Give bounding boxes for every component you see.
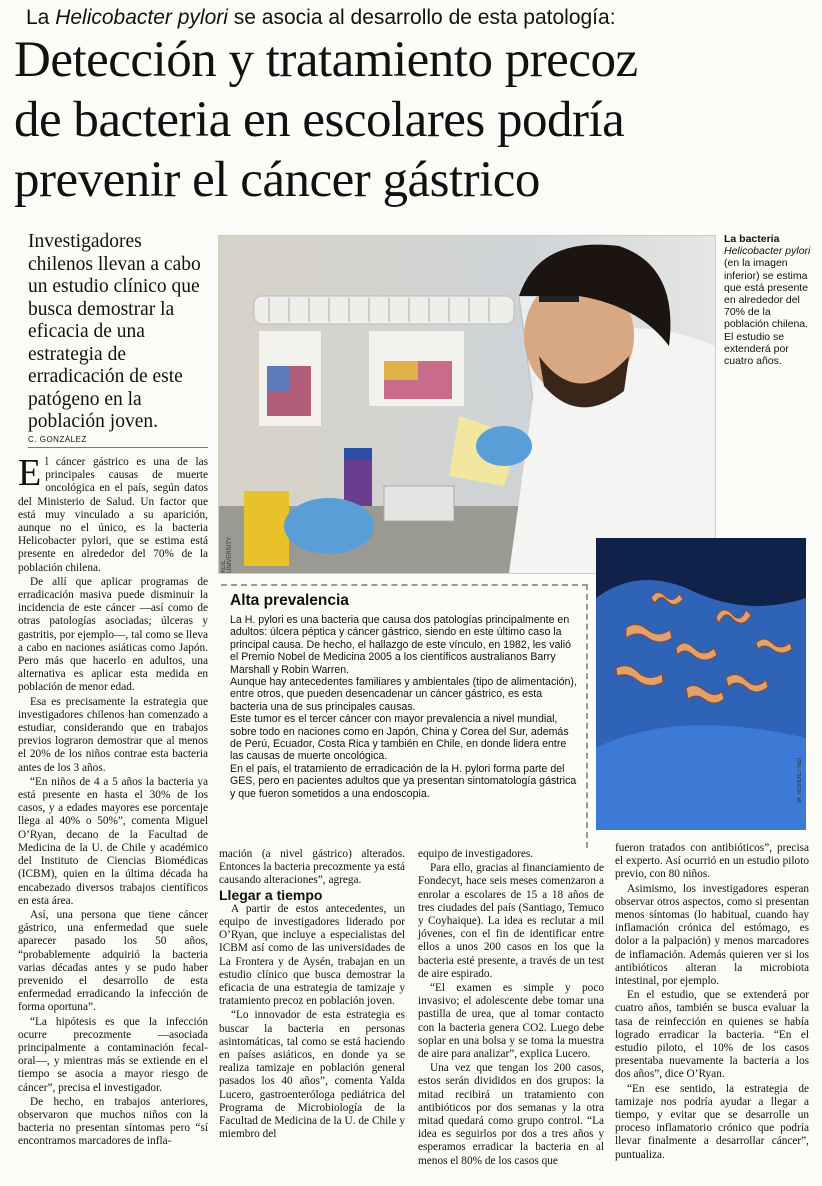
body-paragraph: “El examen es simple y poco invasivo; el adolescente debe tomar una pastilla de urea, que al tomar contacto con la bacteria genera CO2. Luego debe soplar en una bolsa y se toma la muestra de aire para analizar”, explica Lucero. xyxy=(418,982,604,1061)
body-paragraph: Una vez que tengan los 200 casos, estos serán divididos en dos grupos: la mitad recibirá un tratamiento con antibióticos por dos semanas y la otra mitad quedará como grupo control. “La idea es seguirlos por dos a tres años y esperamos erradicar la bacteria en al menos el 80% de los casos que xyxy=(418,1062,604,1167)
body-paragraph: De hecho, en trabajos anteriores, observaron que muchos niños con la bacteria no presentan síntomas pero “sí encontramos marcadores de infla- xyxy=(18,1095,208,1148)
kicker xyxy=(26,6,816,30)
body-paragraph: A partir de estos antecedentes, un equipo de investigadores liderado por O’Ryan, que incluye a especialistas del ICBM así como de las universidades de La Frontera y de Aysén, trabajan en un estudio clínico que busca demostrar la eficacia de una estrategia de tamizaje y tratamiento precoz en población joven. xyxy=(219,902,405,1008)
body-paragraph: Así, una persona que tiene cáncer gástrico, una enfermedad que suele aparecer pasado los 50 años, “probablemente adquirió la bacteria varias décadas antes y se pudo haber prevenido el desarrollo de esta enfermedad erradicando la infección de forma oportuna”. xyxy=(18,908,208,1014)
body-paragraph: Asimismo, los investigadores esperan observar otros aspectos, como si presentan menos síntomas (lo habitual, cuando hay inflamación crónica del estómago, es dolor a la palpación) y menos marcadores de inflamación. Además quieren ver si los antibióticos alteran la microbiota intestinal, por ejemplo. xyxy=(615,882,809,988)
body-paragraph: “La hipótesis es que la infección ocurre precozmente —asociada principalmente a contaminación fecal-oral—, y mientras más se extiende en el tiempo se asocia a mayor riesgo de cáncer”, precisa el investigador. xyxy=(18,1015,208,1094)
byline: C. GONZÁLEZ xyxy=(28,435,87,444)
body-paragraph: Esa es precisamente la estrategia que investigadores chilenos han comenzado a estudiar, considerando que en trabajos previos lograron demostrar que al menos el 20% de los niños contrae esta bacteria antes de los 3 años. xyxy=(18,695,208,774)
lab-photo xyxy=(218,235,716,574)
caption-title: La bacteria xyxy=(724,233,780,245)
body-paragraph xyxy=(18,452,208,575)
headline-line-2: de bacteria en escolares podría xyxy=(14,92,625,148)
researcher-illustration xyxy=(219,236,715,573)
photo-credit-micro: M. ROHDE / HZI xyxy=(797,758,803,803)
body-paragraph: Para ello, gracias al financiamiento de Fondecyt, hace seis meses comenzaron a enrolar a escolares de 15 a 18 años de tres ciudades del país (Santiago, Temuco y Coyhaique). La idea es reclutar a mil jóvenes, con el fin de identificar entre ellos a unos 200 casos en los que la bacteria esté presente, a través de un test de aire espirado. xyxy=(418,862,604,980)
body-column-2 xyxy=(219,848,405,1142)
byline-rule xyxy=(28,447,208,448)
kicker-prefix: La xyxy=(26,6,56,29)
headline-line-3: prevenir el cáncer gástrico xyxy=(14,152,540,208)
body-paragraph: “En niños de 4 a 5 años la bacteria ya está presente en hasta el 30% de los casos, y a edades mayores ese porcentaje llega al 40% o 50%”, comenta Miguel O’Ryan, decano de la Facultad de Medicina de la U. de Chile y académico del Instituto de Ciencias Biomédicas (ICBM), quien en la última década ha encabezado diversos trabajos científicos en esta área. xyxy=(18,775,208,907)
headline-line-1: Detección y tratamiento precoz xyxy=(14,32,638,88)
sidebar-text xyxy=(230,614,582,800)
bacteria-micrograph xyxy=(596,538,806,830)
sidebar-paragraph: En el país, el tratamiento de erradicación de la H. pylori forma parte del GES, pero en pacientes adultos que ya presentan sintomatología gástrica y que fueron sometidos a una endoscopia. xyxy=(230,762,577,800)
sidebar-paragraph: Aunque hay antecedentes familiares y ambientales (tipo de alimentación), entre otros, que pueden desencadenar un cáncer gástrico, es esta bacteria una de sus principales causas. xyxy=(230,676,577,713)
body-paragraph: En el estudio, que se extenderá por cuatro años, también se busca evaluar la tasa de reinfección en quienes se había logrado erradicar la bacteria. “En el estudio piloto, el 10% de los casos presentaba nuevamente la bacteria a los dos años”, dice O’Ryan. xyxy=(615,989,809,1081)
body-column-1 xyxy=(18,452,208,1150)
sidebar-paragraph: Este tumor es el tercer cáncer con mayor prevalencia a nivel mundial, sobre todo en naciones como en Japón, China y Corea del Sur, además de Perú, Ecuador, Costa Rica y también en Chile, en donde lidera entre las causas de muerte oncológica. xyxy=(230,713,569,763)
body-column-3 xyxy=(418,848,604,1169)
body-paragraph: fueron tratados con antibióticos”, precisa el experto. Así ocurrió en un estudio piloto previo, con 80 niños. xyxy=(615,842,809,881)
body-paragraph: equipo de investigadores. xyxy=(418,848,534,860)
headline xyxy=(14,30,814,210)
photo-caption xyxy=(724,233,818,367)
caption-species: Helicobacter pylori xyxy=(724,245,811,258)
caption-text: (en la imagen inferior) se estima que está presente en alrededor del 70% de la población chilena. El estudio se extenderá por cuatro años. xyxy=(724,257,809,368)
lede: Investigadores chilenos llevan a cabo un estudio clínico que busca demostrar la eficacia de una estrategia de erradicación de este patógeno en la población joven. xyxy=(28,231,201,432)
sidebar-title: Alta prevalencia xyxy=(230,592,349,609)
body-paragraph: mación (a nivel gástrico) alterados. Entonces la bacteria precozmente ya está causando alteraciones”, agrega. xyxy=(219,848,405,887)
body-column-4 xyxy=(615,842,809,1163)
photo-credit-main: KEIL UNIVERSITY xyxy=(221,536,233,573)
bacteria-illustration xyxy=(596,538,806,830)
section-subhead: Llegar a tiempo xyxy=(219,886,323,903)
drop-cap: E xyxy=(18,452,42,494)
body-paragraph: “Lo innovador de esta estrategia es buscar la bacteria en personas asintomáticas, tal como se está haciendo en países asiáticos, en donde ya se realiza tamizaje en población general pasados los 40 años”, comenta Yalda Lucero, gastroenteróloga pediátrica del Programa de Microbiología de la Facultad de Medicina de la U. de Chile y miembro del xyxy=(219,1009,405,1141)
kicker-suffix: se asocia al desarrollo de esta patología: xyxy=(227,6,616,29)
body-paragraph: “En ese sentido, la estrategia de tamizaje nos podría ayudar a llegar a tiempo, y evitar que se desarrolle un proceso inflamatorio crónico que podría llevar finalmente a desarrollar cáncer”, puntualiza. xyxy=(615,1082,809,1161)
kicker-species: Helicobacter pylori xyxy=(55,6,228,29)
body-paragraph: De allí que aplicar programas de erradicación masiva puede disminuir la incidencia de este cáncer —así como de otras patologías asociadas; úlceras y gastritis, por ejemplo—, tal como se lleva a cabo en naciones asiáticas como Japón. Pero más que hacerlo en adultos, una alternativa es aplicar esta medida en población de menor edad. xyxy=(18,575,208,694)
body-text: l cáncer gástrico es una de las principales causas de muerte oncológica en el país, según datos del Ministerio de Salud. Un factor que está muy vinculado a su aparición, aunque no el único, es la bacteria Helicobacter pylori, que se estima está presente en alrededor del 70% de la población chilena. xyxy=(18,456,208,574)
sidebar-paragraph: La H. pylori es una bacteria que causa dos patologías principalmente en adultos: úlcera péptica y cáncer gástrico, siendo en este último caso la principal causa. De hecho, el hallazgo de este vínculo, en 1982, les valió el Premio Nobel de Medicina 2005 a los científicos australianos Barry Marshall y Robin Warren. xyxy=(230,614,571,676)
